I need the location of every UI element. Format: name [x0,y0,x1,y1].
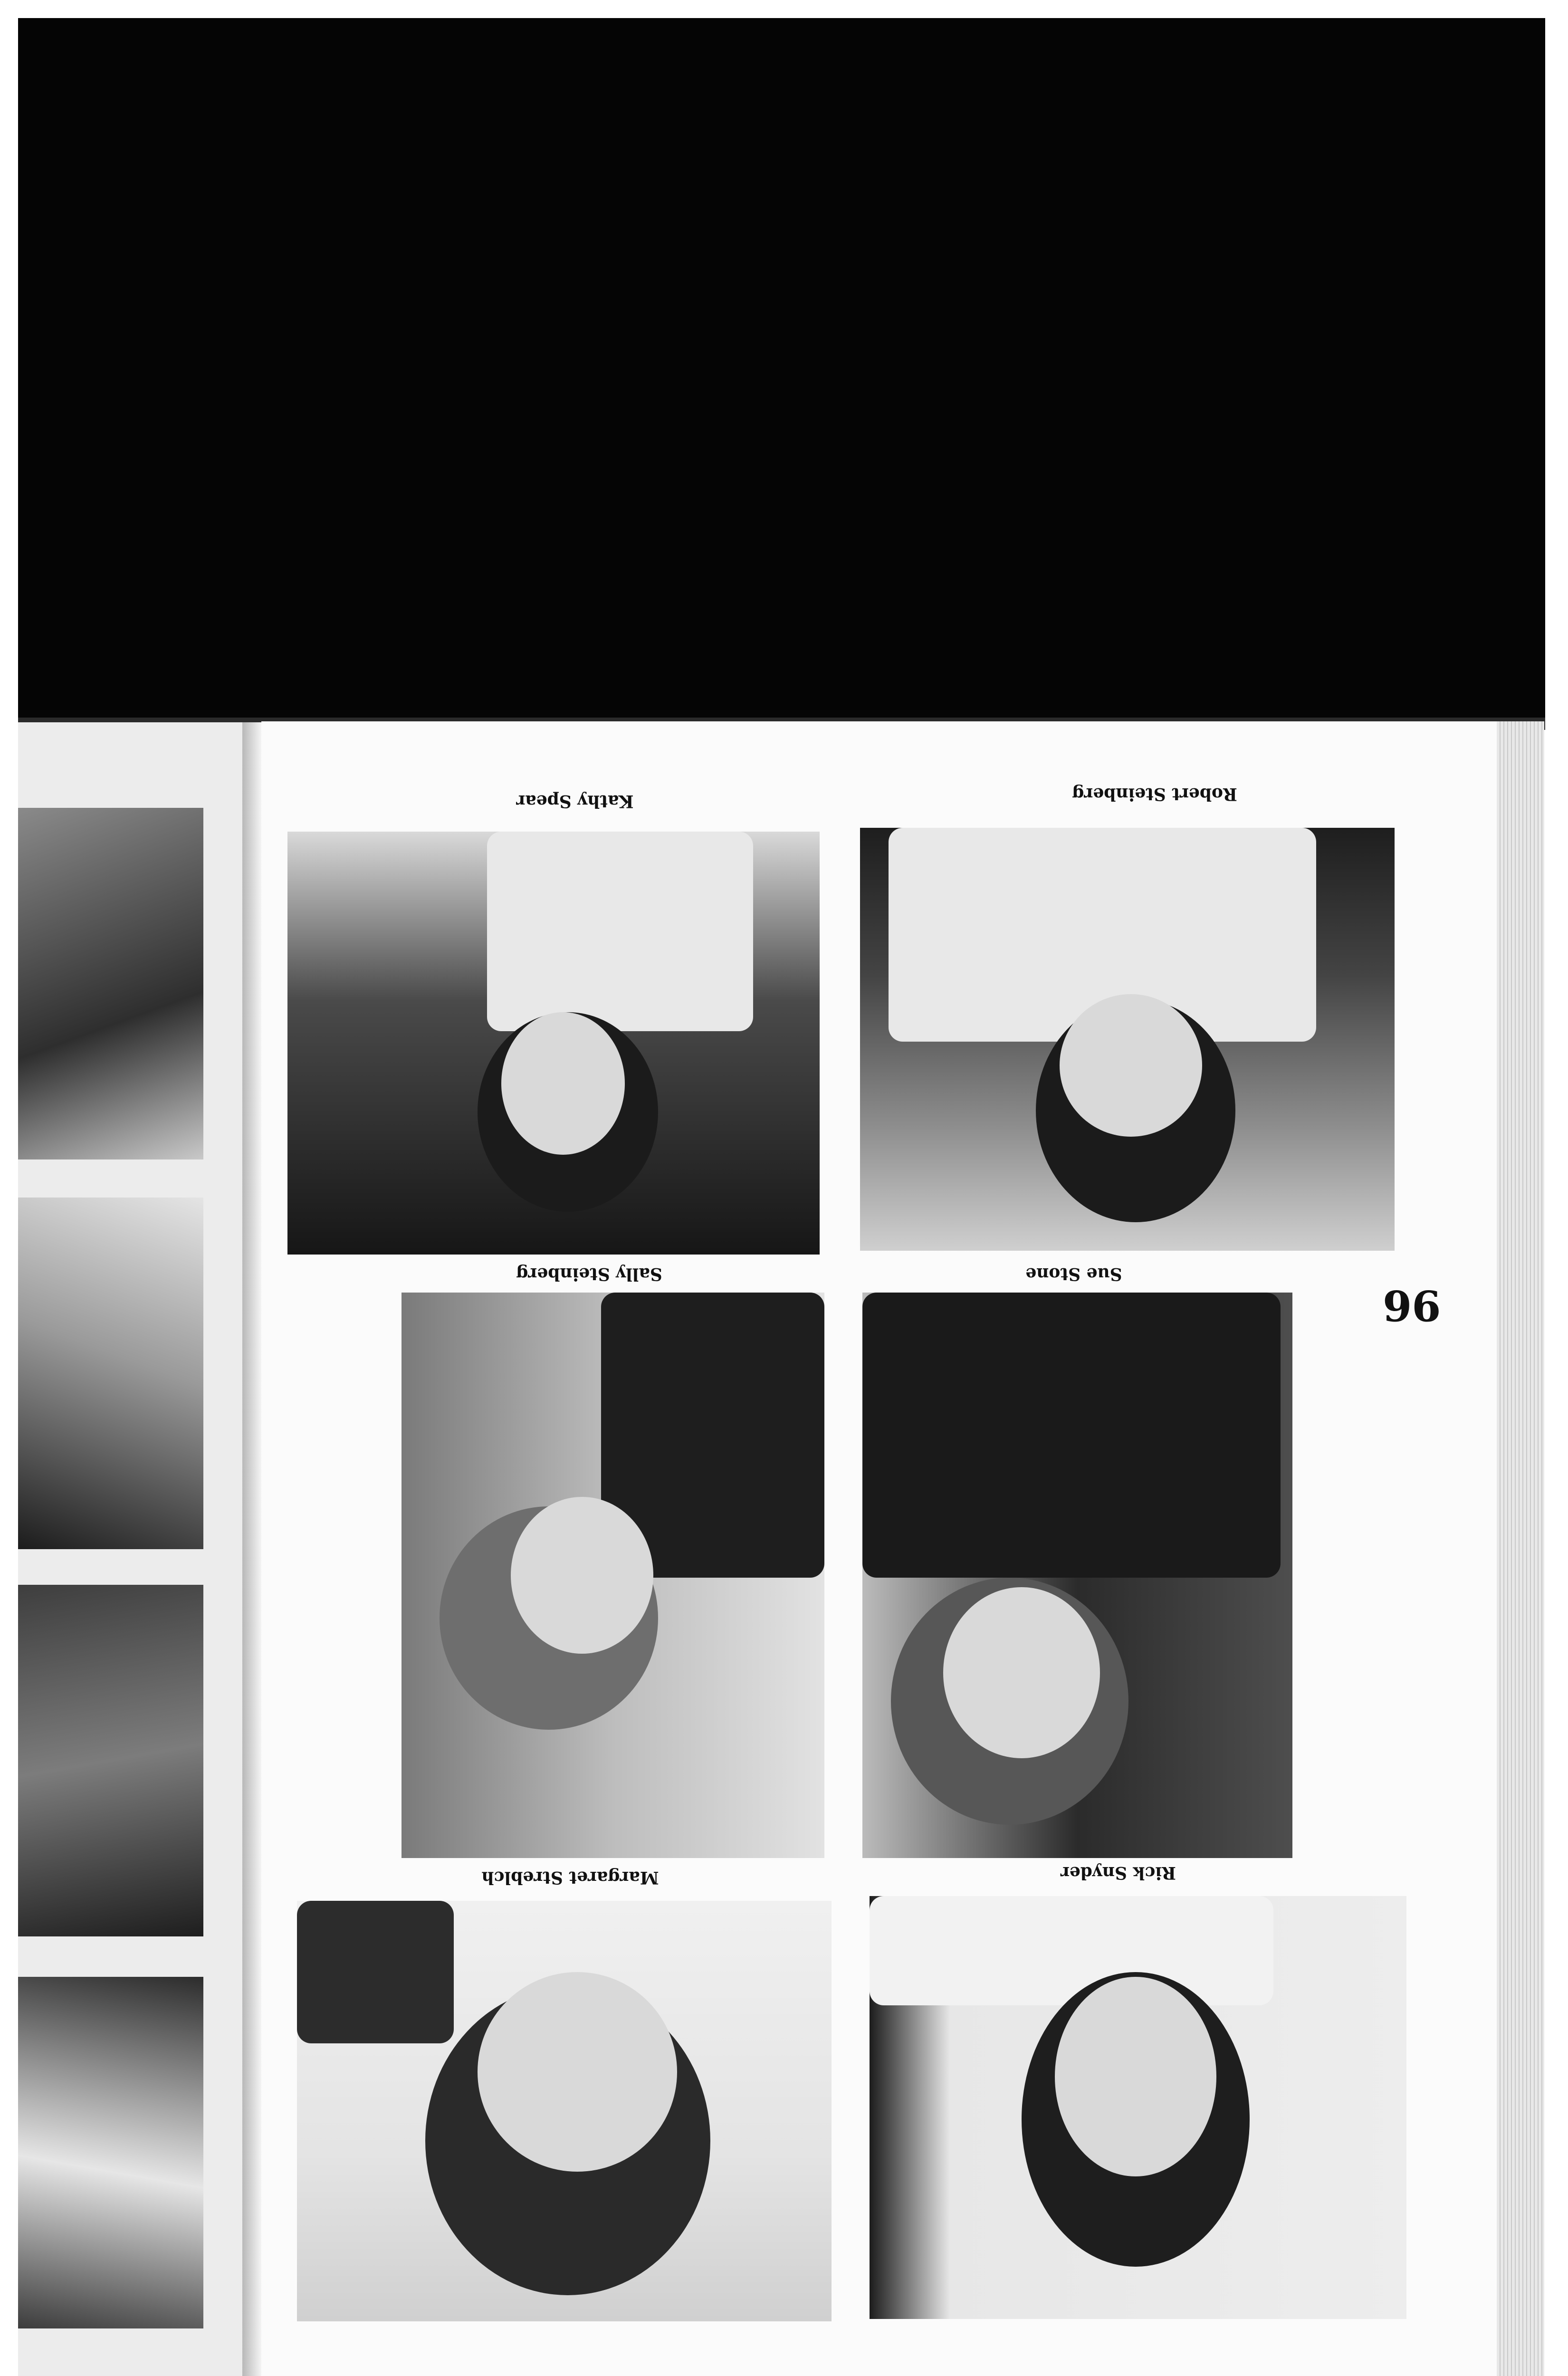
portrait-caption: Kathy Spear [516,791,634,811]
page-stack-edge [1497,721,1544,2376]
portrait-photo [402,1293,824,1858]
left-page-photo [18,1585,203,1936]
portrait-photo [860,828,1395,1251]
left-page-photo [18,808,203,1159]
portrait-photo [287,832,820,1255]
portrait-caption: Sue Stone [1025,1264,1122,1284]
portrait-caption: Sally Steinberg [516,1264,662,1284]
portrait-photo [297,1901,832,2321]
left-page-photo [18,1977,203,2328]
portrait-caption: Margaret Streblch [481,1868,659,1887]
portrait-photo [862,1293,1292,1858]
page-number: 96 [1383,1281,1441,1330]
book-gutter [242,722,261,2376]
portrait-caption: Robert Steinberg [1072,784,1237,804]
left-page-photo [18,1198,203,1549]
portrait-photo [870,1896,1406,2319]
scan-background [18,18,1545,726]
portrait-caption: Rick Snyder [1060,1863,1176,1883]
